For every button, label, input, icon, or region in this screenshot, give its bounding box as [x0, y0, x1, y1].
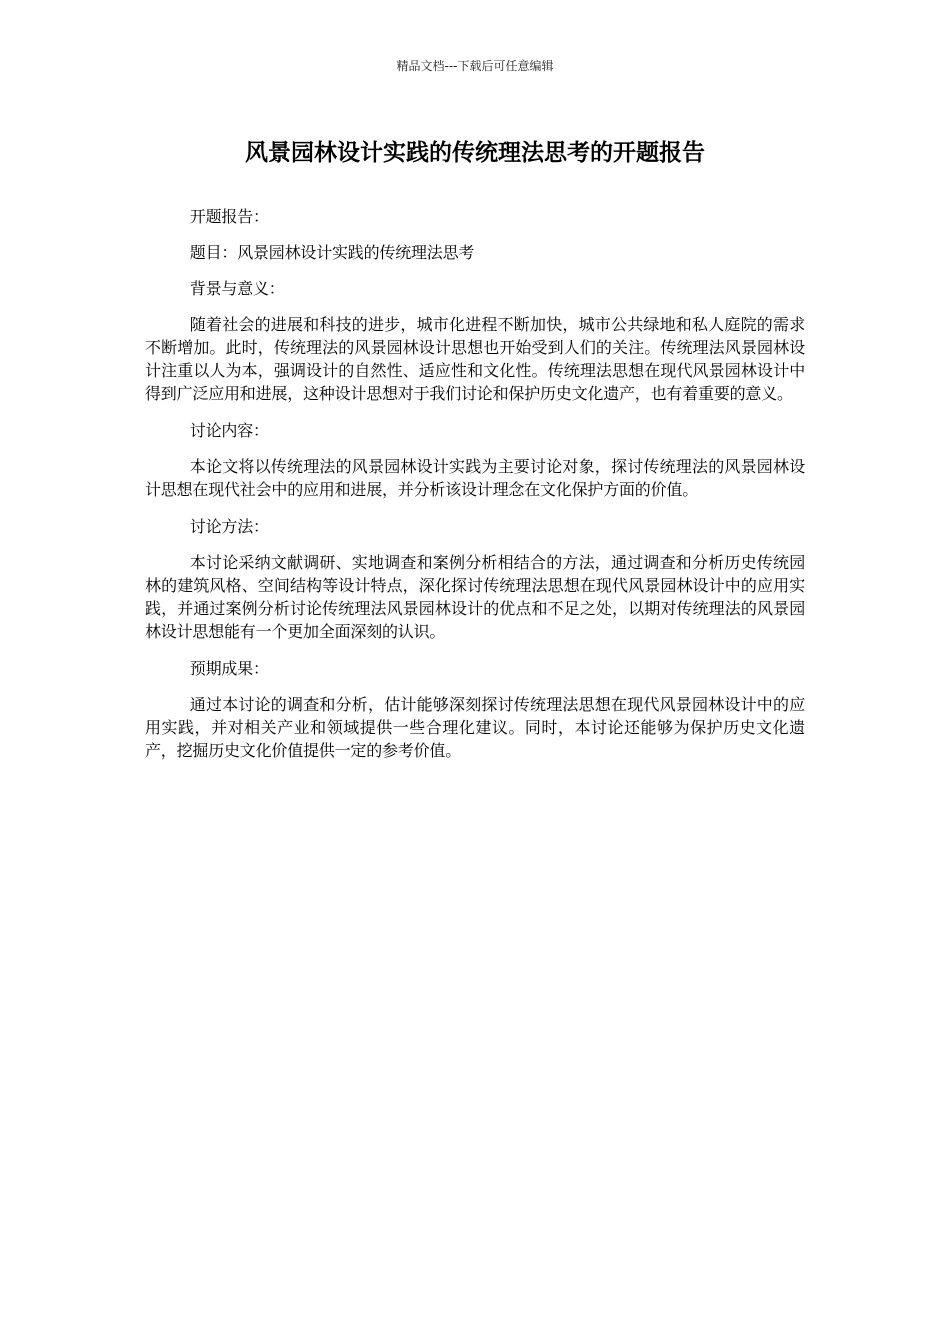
section-label-report: 开题报告： — [189, 207, 269, 226]
section-label-content: 讨论内容： — [189, 421, 269, 440]
section-label-results: 预期成果： — [189, 659, 269, 678]
document-body — [145, 205, 805, 776]
paragraph-content: 本论文将以传统理法的风景园林设计实践为主要讨论对象，探讨传统理法的风景园林设计思想在现代社会中的应用和进展，并分析该设计理念在文化保护方面的价值。 — [145, 457, 805, 499]
page-header: 精品文档---下载后可任意编辑 — [396, 59, 554, 73]
paragraph-method: 本讨论采纳文献调研、实地调查和案例分析相结合的方法，通过调查和分析历史传统园林的建筑风格、空间结构等设计特点，深化探讨传统理法思想在现代风景园林设计中的应用实践，并通过案例分析讨论传统理法风景园林设计的优点和不足之处，以期对传统理法的风景园林设计思想能有一个更加全面深刻的认识。 — [145, 553, 805, 641]
paragraph-background: 随着社会的进展和科技的进步，城市化进程不断加快，城市公共绿地和私人庭院的需求不断增加。此时，传统理法的风景园林设计思想也开始受到人们的关注。传统理法风景园林设计注重以人为本，强调设计的自然性、适应性和文化性。传统理法思想在现代风景园林设计中得到广泛应用和进展，这种设计思想对于我们讨论和保护历史文化遗产，也有着重要的意义。 — [145, 315, 805, 403]
section-label-background: 背景与意义： — [189, 279, 285, 298]
document-title: 风景园林设计实践的传统理法思考的开题报告 — [245, 140, 705, 166]
paragraph-results: 通过本讨论的调查和分析，估计能够深刻探讨传统理法思想在现代风景园林设计中的应用实践，并对相关产业和领域提供一些合理化建议。同时，本讨论还能够为保护历史文化遗产，挖掘历史文化价值提供一定的参考价值。 — [145, 695, 805, 760]
section-label-topic: 题目：风景园林设计实践的传统理法思考 — [189, 243, 475, 262]
section-label-method: 讨论方法： — [189, 517, 269, 536]
